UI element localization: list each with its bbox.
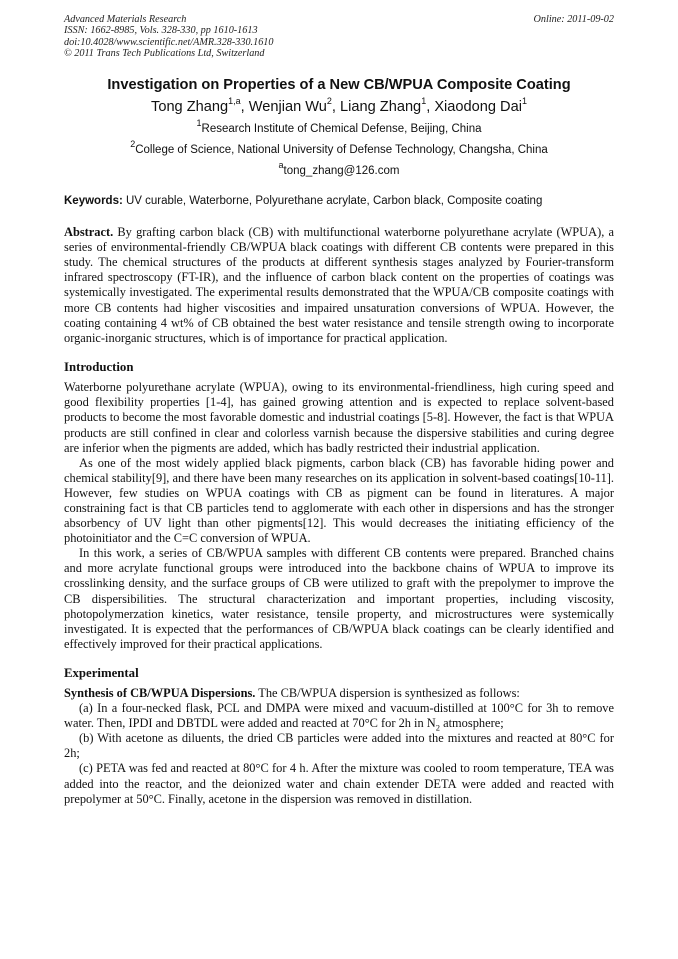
affiliation-text: Research Institute of Chemical Defense, Beijing, China <box>201 122 482 135</box>
author-name: Liang Zhang <box>340 98 422 115</box>
journal-name: Advanced Materials Research <box>64 14 187 25</box>
author-affiliation-mark: 1 <box>421 95 427 106</box>
synthesis-intro: The CB/WPUA dispersion is synthesized as follows: <box>255 685 520 700</box>
author-separator: , <box>426 98 435 115</box>
affiliation-text: College of Science, National University of Defense Technology, Changsha, China <box>135 143 548 156</box>
synthesis-paragraph <box>64 686 614 701</box>
synthesis-step-a <box>64 701 614 731</box>
step-a-tail: atmosphere; <box>440 716 504 731</box>
online-date: Online: 2011-09-02 <box>533 14 614 25</box>
intro-paragraph-3: In this work, a series of CB/WPUA samples with different CB contents were prepared. Branched chains and more acrylate functional groups were introduced into the backbone chains of WPUA to improve its crosslinking density, and the surface groups of CB were utilized to graft with the prepolymer to improve the CB dispersibilities. The structural characterization and important properties, including viscosity, photopolymerzation kinetics, water resistance, tensile property, and microstructures were systemically investigated. It is expected that the performances of CB/WPUA black coatings can be clearly identified and effectively improved for their practical applications. <box>64 546 614 651</box>
experimental-heading: Experimental <box>64 665 139 680</box>
author-affiliation-mark: 1,a <box>228 95 241 106</box>
abstract-text: By grafting carbon black (CB) with multifunctional waterborne polyurethane acrylate (WPUA), a series of environmental-friendly CB/WPUA black coatings with different CB contents were prepared in this study. The chemical structures of the products at different synthesis stages analyzed by Fourier-transform infrared spectroscopy (FT-IR), and the influence of carbon black content on the properties of coatings was systemically investigated. The experimental results demonstrated that the WPUA/CB composite coatings with more CB contents had higher viscosities and impaired unsaturation conversions of WPUA. However, the coating containing 4 wt% of CB obtained the best water resistance and tensile strength owing to incorporate organic-inorganic structures, which is of importance for practical application. <box>64 224 614 346</box>
synthesis-label: Synthesis of CB/WPUA Dispersions. <box>64 685 256 700</box>
author-list <box>64 97 614 117</box>
affiliation-mark: a <box>278 159 284 170</box>
affiliation-mark: 1 <box>196 117 202 128</box>
abstract-label: Abstract. <box>64 224 114 239</box>
doi-line: doi:10.4028/www.scientific.net/AMR.328-330.1610 <box>64 36 274 48</box>
email-text: tong_zhang@126.com <box>283 164 400 177</box>
issn-line: ISSN: 1662-8985, Vols. 328-330, pp 1610-1613 <box>64 25 258 37</box>
introduction-heading: Introduction <box>64 360 134 375</box>
copyright-line: © 2011 Trans Tech Publications Ltd, Switzerland <box>64 48 265 60</box>
intro-paragraph-2: As one of the most widely applied black pigments, carbon black (CB) has favorable hiding power and chemical stability[9], and there have been many researches on its application in solvent-based coatings[10-11]. However, few studies on WPUA coatings with CB as pigment can be found in literatures. A major constraining fact is that CB particles tend to agglomerate with each other in dispersions and has the stronger absorbency of UV light than other pigments[12]. This would decreases the initiating efficiency of the photoinitiator and the C=C conversion of WPUA. <box>64 455 614 546</box>
author-name: Tong Zhang <box>151 98 229 115</box>
affiliation-1 <box>64 117 614 136</box>
author-separator: , <box>240 98 249 115</box>
subscript: 2 <box>435 722 440 733</box>
author-name: Xiaodong Dai <box>434 98 522 115</box>
paper-title: Investigation on Properties of a New CB/WPUA Composite Coating <box>107 76 571 93</box>
step-a-text: (a) In a four-necked flask, PCL and DMPA were mixed and vacuum-distilled at 100°C for 3h to remove water. Then, IPDI and DBTDL were added and reacted at 70°C for 2h in N <box>64 701 614 731</box>
affiliation-mark: 2 <box>130 138 136 149</box>
affiliation-2 <box>64 138 614 157</box>
author-affiliation-mark: 2 <box>326 95 332 106</box>
abstract <box>64 225 614 347</box>
synthesis-step-b: (b) With acetone as diluents, the dried CB particles were added into the mixtures and reacted at 80°C for 2h; <box>64 731 614 761</box>
author-email <box>64 159 614 178</box>
keywords-label: Keywords: <box>64 194 123 207</box>
journal-header <box>64 14 614 60</box>
author-separator: , <box>331 98 341 115</box>
author-affiliation-mark: 1 <box>521 95 527 106</box>
keywords <box>64 194 614 208</box>
synthesis-step-c: (c) PETA was fed and reacted at 80°C for 4 h. After the mixture was cooled to room temperature, TEA was added into the reactor, and the deionized water and chain extender DETA were added and reacted with prepolymer at 50°C. Finally, acetone in the dispersion was removed in distillation. <box>64 761 614 806</box>
keywords-text: UV curable, Waterborne, Polyurethane acrylate, Carbon black, Composite coating <box>122 194 543 207</box>
intro-paragraph-1: Waterborne polyurethane acrylate (WPUA), owing to its environmental-friendliness, high curing speed and good flexibility properties [1-4], has gained growing attention and is expected to replace solvent-based products to become the most favorable domestic and industrial coatings [5-8]. However, the fact is that WPUA products are still confined in clear and colorless varnish because the dispersive stabilities and curing degree are inferior when the pigments are added, which has badly restricted their industrial application. <box>64 380 614 455</box>
author-name: Wenjian Wu <box>248 98 327 115</box>
